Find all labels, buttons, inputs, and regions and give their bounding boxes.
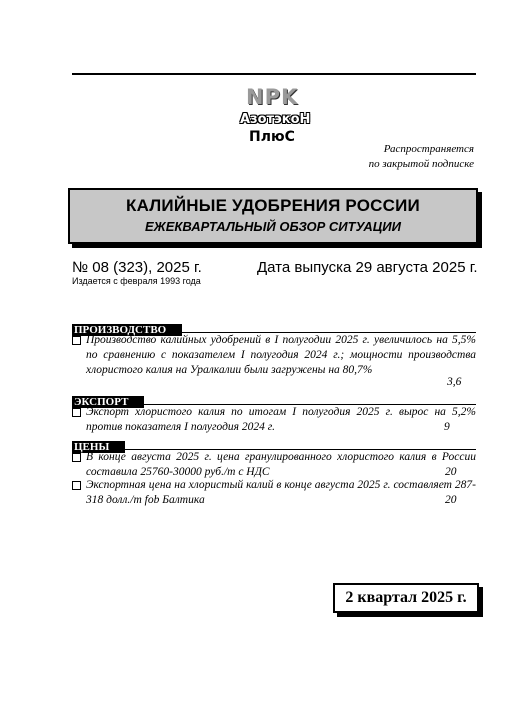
item-text: Производство калийных удобрений в I полугодии 2025 г. увеличилось на 5,5% по сравнению с показателем I полугодия 2024 г.; мощности производства хлористого калия на Уралкалии были загружены на 80,7% [86, 334, 476, 376]
page-subtitle: ЕЖЕКВАРТАЛЬНЫЙ ОБЗОР СИТУАЦИИ [145, 219, 401, 234]
section-heading-prices [72, 437, 476, 453]
quarter-badge: 2 квартал 2025 г. [333, 583, 479, 613]
logo-npk: NPK [246, 85, 299, 109]
section-label: ЦЕНЫ [72, 441, 125, 453]
top-rule [72, 73, 476, 75]
checkbox-icon [72, 481, 81, 490]
page-title: КАЛИЙНЫЕ УДОБРЕНИЯ РОССИИ [126, 196, 420, 215]
section-label: ЭКСПОРТ [72, 396, 144, 408]
issue-date: Дата выпуска 29 августа 2025 г. [257, 259, 478, 276]
page-ref: 3,6 [447, 376, 462, 388]
list-item [72, 333, 476, 388]
checkbox-icon [72, 453, 81, 462]
section-label: ПРОИЗВОДСТВО [72, 324, 182, 336]
list-item [72, 478, 476, 508]
subscription-line-1: Распространяется [383, 143, 474, 155]
list-item [72, 405, 476, 435]
page-ref: 20 [445, 494, 457, 506]
logo-plus: ПлюС [249, 129, 295, 145]
page-ref: 20 [445, 466, 457, 478]
section-heading-production [72, 320, 476, 336]
list-item [72, 450, 476, 480]
item-text: Экспорт хлористого калия по итогам I полугодия 2025 г. вырос на 5,2% против показателя I полугодия 2024 г. [86, 406, 476, 433]
subscription-note [369, 142, 474, 172]
issue-number: № 08 (323), 2025 г. [72, 259, 202, 276]
item-text: В конце августа 2025 г. цена гранулированного хлористого калия в России составила 25760-30000 руб./т с НДС [86, 451, 476, 478]
item-text: Экспортная цена на хлористый калий в конце августа 2025 г. составляет 287-318 долл./т fob Балтика [86, 479, 476, 506]
published-since: Издается с февраля 1993 года [72, 276, 201, 286]
title-box [68, 188, 478, 244]
checkbox-icon [72, 336, 81, 345]
subscription-line-2: по закрытой подписке [368, 158, 474, 170]
section-heading-export [72, 392, 476, 408]
logo-azotecon: АзотэкоН [240, 112, 311, 127]
checkbox-icon [72, 408, 81, 417]
page-ref: 9 [444, 421, 450, 433]
